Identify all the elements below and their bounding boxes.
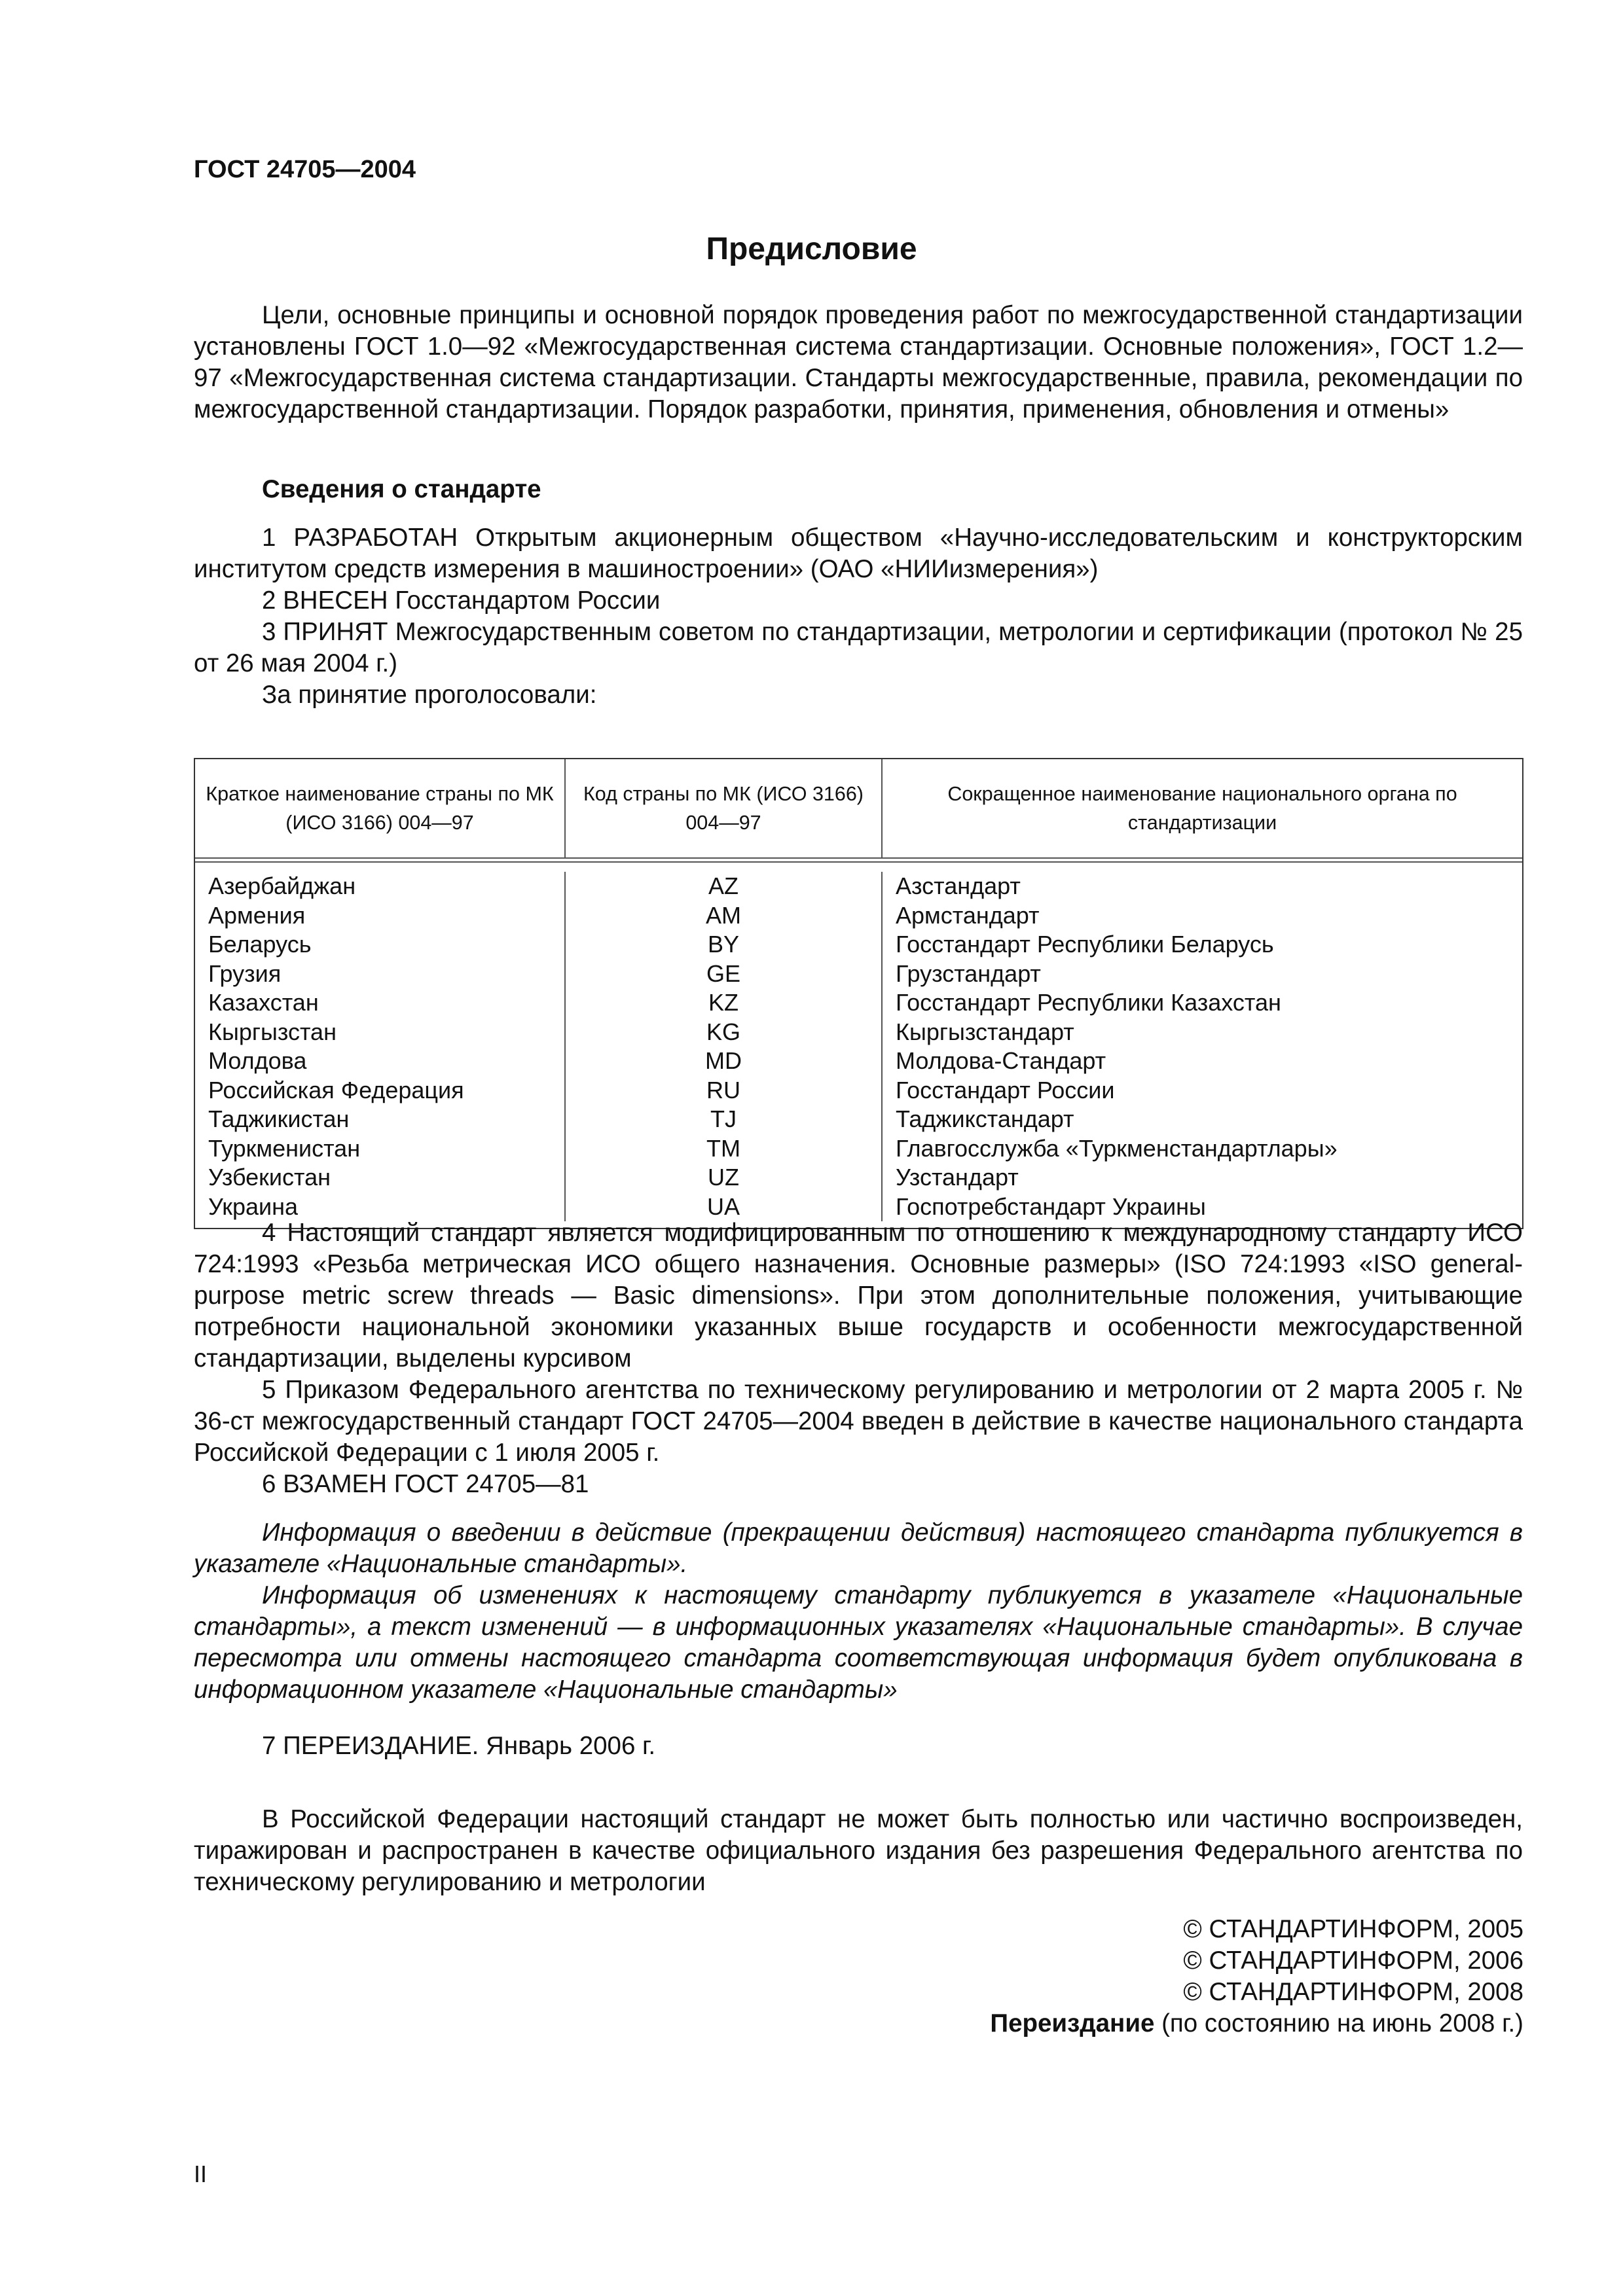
intro-paragraph: Цели, основные принципы и основной порядок проведения работ по межгосударственной стандартизации установлены ГОСТ 1.0—92 «Межгосударственная система стандартизации. Основные положения», ГОСТ 1.2—97 «Межгосударственная система стандартизации. Стандарты межгосударственные, правила, рекомендации по межгосударственной стандартизации. Порядок разработки, принятия, применения, обновления и отмены» [194, 301, 1523, 423]
table-cell-code: TJ [710, 1105, 737, 1132]
copyright-line: © СТАНДАРТИНФОРМ, 2005 [1183, 1915, 1523, 1943]
code-column [566, 872, 883, 1221]
info-section [194, 474, 1523, 505]
info-introduction-note: Информация о введении в действие (прекращении действия) настоящего стандарта публикуется в указателе «Национальные стандарты». [194, 1518, 1523, 1578]
table-header [195, 759, 1522, 859]
table-cell-body: Грузстандарт [896, 960, 1041, 987]
body-column [883, 872, 1522, 1221]
column-header-country: Краткое наименование страны по МК (ИСО 3166) 004—97 [195, 759, 566, 857]
table-cell-body: Главгосслужба «Туркменстандартлары» [896, 1134, 1338, 1162]
rights-section [194, 1804, 1523, 1898]
table-cell-body: Армстандарт [896, 901, 1040, 929]
table-cell-code: UZ [708, 1164, 739, 1191]
table-cell-code: TM [706, 1134, 740, 1162]
copyright-line: © СТАНДАРТИНФОРМ, 2008 [1183, 1978, 1523, 2006]
column-header-body: Сокращенное наименование национального органа по стандартизации [947, 783, 1457, 834]
rights-paragraph: В Российской Федерации настоящий стандарт не может быть полностью или частично воспроизведен, тиражирован и распространен в качестве официального издания без разрешения Федерального агентства по техническому регулированию и метрологии [194, 1805, 1523, 1896]
info-heading: Сведения о стандарте [262, 475, 541, 503]
table-cell-country: Кыргызстан [208, 1018, 337, 1045]
table-cell-country: Украина [208, 1193, 299, 1220]
table-cell-country: Казахстан [208, 989, 319, 1016]
items-4-6 [194, 1217, 1523, 1500]
table-cell-body: Молдова-Стандарт [896, 1047, 1106, 1074]
table-cell-body: Госстандарт Республики Беларусь [896, 931, 1274, 958]
intro-section [194, 300, 1523, 425]
table-cell-code: AM [706, 901, 741, 929]
item-7-section [194, 1731, 1523, 1762]
country-column [195, 872, 566, 1221]
item-7-reprint: 7 ПЕРЕИЗДАНИЕ. Январь 2006 г. [262, 1732, 656, 1760]
reprint-line [990, 2008, 1523, 2039]
table-cell-code: MD [705, 1047, 742, 1074]
vote-caption: За принятие проголосовали: [262, 681, 597, 709]
voting-table [194, 758, 1523, 1229]
table-cell-body: Узстандарт [896, 1164, 1019, 1191]
table-cell-country: Молдова [208, 1047, 307, 1074]
table-cell-body: Таджикстандарт [896, 1105, 1074, 1132]
column-header-code: Код страны по МК (ИСО 3166) 004—97 [566, 759, 883, 857]
item-3-adopted: 3 ПРИНЯТ Межгосударственным советом по стандартизации, метрологии и сертификации (протокол № 25 от 26 мая 2004 г.) [194, 618, 1523, 677]
info-changes-note: Информация об изменениях к настоящему стандарту публикуется в указателе «Национальные стандарты», а текст изменений — в информационных указателях «Национальные стандарты». В случае пересмотра или отмены настоящего стандарта соответствующая информация будет опубликована в информационном указателе «Национальные стандарты» [194, 1581, 1523, 1704]
table-cell-country: Узбекистан [208, 1164, 331, 1191]
item-5-order: 5 Приказом Федерального агентства по техническому регулированию и метрологии от 2 марта 2005 г. № 36-ст межгосударственный стандарт ГОСТ 24705—2004 введен в действие в качестве национального стандарта Российской Федерации с 1 июля 2005 г. [194, 1376, 1523, 1467]
item-4-modified: 4 Настоящий стандарт является модифицированным по отношению к международному стандарту ИСО 724:1993 «Резьба метрическая ИСО общего назначения. Основные размеры» (ISO 724:1993 «ISO general-purpose metric screw threads — Basic dimensions». При этом дополнительные положения, учитывающие потребности национальной экономики указанных выше государств и особенности межгосударственной стандартизации, выделены курсивом [194, 1219, 1523, 1372]
table-cell-country: Грузия [208, 960, 282, 987]
table-cell-body: Госпотребстандарт Украины [896, 1193, 1206, 1220]
table-cell-body: Кыргызстандарт [896, 1018, 1074, 1045]
table-cell-code: RU [706, 1076, 740, 1103]
document-code: ГОСТ 24705—2004 [194, 156, 416, 183]
table-body [195, 859, 1522, 1228]
table-cell-body: Азстандарт [896, 872, 1021, 899]
table-cell-body: Госстандарт России [896, 1076, 1115, 1103]
table-cell-country: Таджикистан [208, 1105, 350, 1132]
table-cell-country: Армения [208, 901, 306, 929]
item-2-submitted: 2 ВНЕСЕН Госстандартом России [262, 586, 661, 615]
table-cell-country: Туркменистан [208, 1134, 361, 1162]
table-cell-code: GE [706, 960, 740, 987]
item-1-developed: 1 РАЗРАБОТАН Открытым акционерным обществом «Научно-исследовательским и конструкторским институтом средств измерения в машиностроении» (ОАО «НИИизмерения») [194, 524, 1523, 583]
table-cell-code: KG [706, 1018, 740, 1045]
table-cell-code: AZ [708, 872, 739, 899]
page-number: II [194, 2161, 208, 2187]
page-title: Предисловие [706, 232, 917, 266]
table-cell-country: Беларусь [208, 931, 312, 958]
copyright-block [990, 1914, 1523, 2039]
copyright-line: © СТАНДАРТИНФОРМ, 2006 [1183, 1946, 1523, 1975]
reprint-date: (по состоянию на июнь 2008 г.) [1154, 2009, 1523, 2037]
table-cell-code: UA [706, 1193, 740, 1220]
table-cell-country: Российская Федерация [208, 1076, 464, 1103]
reprint-label: Переиздание [990, 2009, 1155, 2037]
publication-info [194, 1517, 1523, 1706]
table-cell-country: Азербайджан [208, 872, 356, 899]
item-6-replaces: 6 ВЗАМЕН ГОСТ 24705—81 [262, 1470, 589, 1498]
table-cell-body: Госстандарт Республики Казахстан [896, 989, 1281, 1016]
table-cell-code: BY [707, 931, 740, 958]
table-cell-code: KZ [708, 989, 739, 1016]
items-1-3 [194, 522, 1523, 711]
